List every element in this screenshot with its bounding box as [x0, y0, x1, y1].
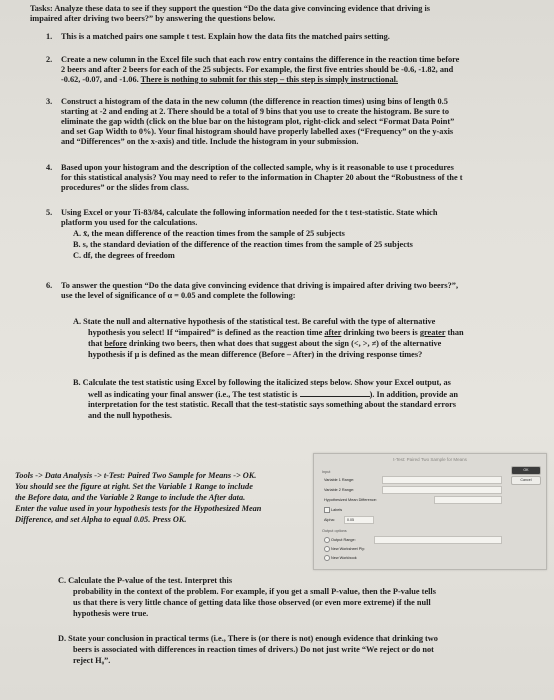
steps-line-2: You should see the figure at right. Set the Variable 1 Range to include — [15, 482, 253, 491]
q2-line-3: -0.62, -0.07, and -1.06. There is nothing to submit for this step – this step is simply instructional. — [61, 75, 398, 84]
q6b-line-2: well as indicating your final answer (i.e., The test statistic is ). In addition, provide an — [88, 390, 458, 399]
q6c-line-3: us that there is very little chance of getting data like those observed (or even more extreme) if the null — [73, 598, 431, 607]
dialog-title: t-Test: Paired Two Sample for Means — [393, 457, 467, 462]
q6d-line-2: beers is associated with differences in reaction times of drivers.) Do not just write “We reject or do not — [73, 645, 434, 654]
q4-line-2: for this statistical analysis? You may need to refer to the information in Chapter 20 about the “Robustness of the t — [61, 173, 463, 182]
intro-line-1: Tasks: Analyze these data to see if they support the question “Do the data give convincing evidence that driving is — [30, 4, 431, 13]
cancel-button[interactable]: Cancel — [511, 476, 541, 485]
variable-2-label: Variable 2 Range: — [324, 488, 355, 492]
intro-line-2: impaired after driving two beers?” by answering the questions below. — [30, 14, 276, 23]
q5-part-a: A. x̄, the mean difference of the reaction times from the sample of 25 subjects — [73, 229, 345, 238]
alpha-input[interactable]: 0.05 — [344, 516, 374, 524]
q6c-line-1: C. Calculate the P-value of the test. Interpret this — [58, 576, 233, 585]
new-worksheet-radio[interactable] — [324, 546, 330, 552]
q3-line-4: and set Gap Width to 0%). Your final histogram should have properly labelled axes (“Frequency” on the y-axis — [61, 127, 454, 136]
new-workbook-radio[interactable] — [324, 555, 330, 561]
variable-1-range-input[interactable] — [382, 476, 502, 484]
q5-number: 5. — [46, 208, 53, 217]
q4-number: 4. — [46, 163, 53, 172]
q2-line-1: Create a new column in the Excel file such that each row entry contains the difference in the reaction time before — [61, 55, 460, 64]
labels-checkbox[interactable] — [324, 507, 330, 513]
steps-line-1: Tools -> Data Analysis -> t-Test: Paired Two Sample for Means -> OK. — [15, 471, 257, 480]
q6-number: 6. — [46, 281, 53, 290]
steps-line-4: Enter the value used in your hypothesis tests for the Hypothesized Mean — [15, 504, 262, 513]
q3-line-1: Construct a histogram of the data in the new column (the difference in reaction times) using bins of length 0.5 — [61, 97, 448, 106]
q6-line-2: use the level of significance of α = 0.05 and complete the following: — [61, 291, 296, 300]
q5-part-b: B. s, the standard deviation of the difference of the reaction times from the sample of 25 subjects — [73, 240, 413, 249]
output-range-input[interactable] — [374, 536, 502, 544]
variable-1-label: Variable 1 Range: — [324, 478, 355, 482]
output-range-label: Output Range: — [331, 538, 356, 542]
q1-text: This is a matched pairs one sample t test. Explain how the data fits the matched pairs setting. — [61, 32, 390, 41]
q6b-line-3: interpretation for the test statistic. Recall that the test-statistic says something about the standard errors — [88, 400, 457, 409]
q6a-line-2: hypothesis you select! If “impaired” is defined as the reaction time after drinking two beers is greater than — [88, 328, 464, 337]
output-range-radio[interactable] — [324, 537, 330, 543]
dialog-input-heading: Input — [322, 470, 331, 474]
q4-line-1: Based upon your histogram and the description of the collected sample, why is it reasonable to use t procedures — [61, 163, 454, 172]
q6a-line-1: A. State the null and alternative hypothesis of the statistical test. Be careful with the type of alternative — [73, 317, 436, 326]
q6a-line-3: that before drinking two beers, then what does that suggest about the sign (<, >, ≠) of the alternative — [88, 339, 442, 348]
q4-line-3: procedures” or the slides from class. — [61, 183, 189, 192]
q6c-line-4: hypothesis were true. — [73, 609, 149, 618]
labels-label: Labels — [331, 508, 343, 512]
steps-line-3: the Before data, and the Variable 2 Range to include the After data. — [15, 493, 246, 502]
new-workbook-label: New Workbook — [331, 556, 357, 560]
q6b-line-1: B. Calculate the test statistic using Excel by following the italicized steps below. Show your Excel output, as — [73, 378, 451, 387]
q3-line-2: starting at -2 and ending at 2. There should be a total of 9 bins that you use to create the histogram. Be sure to — [61, 107, 449, 116]
q2-line-2: 2 beers and after 2 beers for each of the 25 subjects. For example, the first five entries should be -0.6, -1.82, and — [61, 65, 454, 74]
new-worksheet-label: New Worksheet Ply: — [331, 547, 366, 551]
alpha-label: Alpha: — [324, 518, 335, 522]
q6d-line-3: reject H₀”. — [73, 656, 111, 665]
q6d-line-1: D. State your conclusion in practical terms (i.e., There is (or there is not) enough evidence that drinking two — [58, 634, 438, 643]
q1-number: 1. — [46, 32, 53, 41]
q6c-line-2: probability in the context of the problem. For example, if you get a small P-value, then the P-value tells — [73, 587, 436, 596]
q6a-line-4: hypothesis if μ is defined as the mean difference (Before – After) in the driving response times? — [88, 350, 423, 359]
steps-line-5: Difference, and set Alpha to equal 0.05. Press OK. — [15, 515, 187, 524]
q3-line-3: eliminate the gap width (click on the blue bar on the histogram plot, right-click and select “Format Data Point” — [61, 117, 455, 126]
q5-line-1: Using Excel or your Ti-83/84, calculate the following information needed for the t test-statistic. State which — [61, 208, 438, 217]
q3-number: 3. — [46, 97, 53, 106]
variable-2-range-input[interactable] — [382, 486, 502, 494]
q6b-line-4: and the null hypothesis. — [88, 411, 172, 420]
q5-part-c: C. df, the degrees of freedom — [73, 251, 175, 260]
hypothesized-mean-input[interactable] — [434, 496, 502, 504]
q5-line-2: platform you used for the calculations. — [61, 218, 198, 227]
dialog-output-heading: Output options — [322, 529, 347, 533]
q6-line-1: To answer the question “Do the data give convincing evidence that driving is impaired after driving two beers?”, — [61, 281, 459, 290]
paired-t-test-dialog — [313, 453, 547, 570]
q3-line-5: and “Differences” on the x-axis) and title. Include the histogram in your submission. — [61, 137, 359, 146]
ok-button[interactable]: OK — [511, 466, 541, 475]
q2-number: 2. — [46, 55, 53, 64]
hypothesized-mean-label: Hypothesized Mean Difference: — [324, 498, 377, 502]
